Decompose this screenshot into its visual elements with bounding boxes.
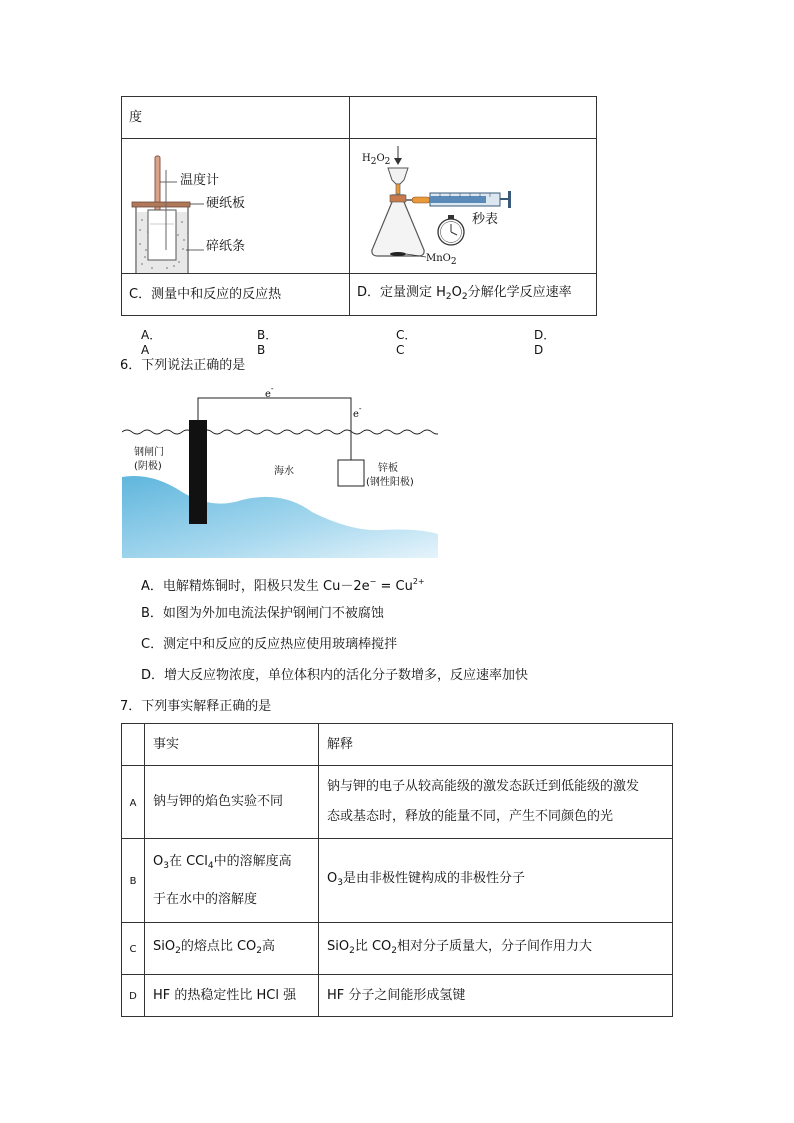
q7-b-fact-sub2: 4: [207, 860, 214, 871]
q5-option-d-text: [357, 285, 572, 300]
mno2-text: MnO: [426, 253, 451, 264]
q7-header-fact: [145, 724, 319, 766]
q7-row-a-fact: [145, 766, 319, 839]
q7-c-explain-sub2: 2: [391, 945, 398, 956]
q5-table: [121, 96, 597, 316]
q7-a-explain-1: 钠与钾的电子从较高能级的激发态跃迁到低能级的激发: [327, 779, 640, 794]
table-row: [122, 839, 673, 923]
q7-a-explain-2: 态或基态时，释放的能量不同，产生不同颜色的光: [327, 809, 614, 824]
q7-c-fact-mid: 的熔点比 CO: [180, 938, 257, 954]
q7-row-d-key: [122, 975, 145, 1017]
q5-row0-text: 度: [129, 109, 143, 125]
q7-a-fact: 钠与钾的焰色实验不同: [153, 794, 284, 809]
q7-c-explain-pre: SiO: [327, 938, 350, 954]
q7-b-explain-pre: O: [327, 870, 338, 886]
label-thermometer: 温度计: [180, 173, 220, 188]
connecting-wire: [198, 398, 351, 460]
h2o2-o: O: [376, 153, 385, 164]
e2: e: [353, 409, 359, 420]
steel-gate: [189, 420, 207, 524]
cardboard-lid: [132, 202, 190, 207]
q5-option-c[interactable]: C．C: [396, 328, 417, 357]
q5-option-a[interactable]: A．A: [141, 328, 162, 357]
conical-flask: [372, 195, 424, 256]
q7-b-explain-post: 是由非极性键构成的非极性分子: [342, 870, 525, 886]
gate-label-1: 钢闸门: [134, 447, 164, 458]
q7-row-b-fact: [145, 839, 319, 923]
q7-row-a-key: [122, 766, 145, 839]
electron-label-right: [353, 404, 362, 420]
gate-label: [134, 446, 164, 474]
zinc-plate: [338, 460, 364, 486]
h2o2-sub1: 2: [370, 157, 377, 167]
d-sub2: 2: [461, 291, 468, 302]
label-stopwatch: 秒表: [472, 212, 499, 227]
zinc-label: [366, 462, 414, 490]
q7-row-c-key: [122, 923, 145, 975]
q7-b-fact: [153, 845, 318, 917]
q7-table: [121, 723, 673, 1017]
table-row: [122, 923, 673, 975]
q7-c-explain-sub1: 2: [349, 945, 355, 956]
q7-c-fact-post: 高: [262, 938, 276, 954]
q7-d-explain: HF 分子之间能形成氢键: [327, 987, 466, 1003]
q7-row-c-explain: [319, 923, 673, 975]
mno2-powder: [390, 252, 406, 256]
mno2-sub: 2: [450, 257, 457, 267]
e1-sup: -: [270, 384, 274, 393]
q6-option-a[interactable]: [141, 572, 425, 597]
q5-cell-top-right: [350, 97, 597, 139]
q5-cell-h2o2-apparatus: [350, 139, 597, 274]
q7-c-key: C: [129, 944, 137, 955]
q7-b-fact-post: 中的溶解度高: [213, 853, 292, 869]
q6-option-b[interactable]: B．如图为外加电流法保护钢闸门不被腐蚀: [141, 606, 384, 621]
label-mno2: [426, 253, 457, 267]
water-surface: [122, 430, 438, 434]
table-row: [122, 975, 673, 1017]
q7-b-explain: [327, 871, 525, 886]
q7-c-fact-sub1: 2: [175, 945, 181, 956]
d-sub1: 2: [445, 291, 452, 302]
q7-header-explain: [319, 724, 673, 766]
q5-cell-d: [350, 274, 597, 316]
q5-option-b[interactable]: B．B: [257, 328, 278, 357]
q6-figure: [122, 382, 438, 558]
e1: e: [265, 389, 271, 400]
q7-row-b-key: [122, 839, 145, 923]
q7-b-fact-pre: O: [153, 853, 164, 869]
d-post: 分解化学反应速率: [467, 284, 572, 300]
q7-row-c-fact: [145, 923, 319, 975]
label-cardboard: 硬纸板: [206, 196, 246, 211]
label-shreds: 碎纸条: [206, 239, 246, 254]
zinc-label-2: (钢性阳极): [366, 477, 414, 488]
label-h2o2: [362, 153, 390, 167]
q7-header-explain-text: 解释: [327, 736, 354, 752]
q5-option-d[interactable]: D．D: [534, 328, 556, 357]
q7-header-key: [122, 724, 145, 766]
e2-sup: -: [358, 404, 362, 413]
q5-cell-c: [122, 274, 350, 316]
q7-b-fact-2: 于在水中的溶解度: [153, 891, 258, 907]
q6-a-mid: = Cu: [376, 579, 413, 594]
q6-option-c[interactable]: C．测定中和反应的反应热应使用玻璃棒搅拌: [141, 637, 398, 652]
q5-option-c-text: C．测量中和反应的反应热: [129, 286, 282, 302]
inner-beaker: [148, 210, 176, 260]
table-row: [122, 766, 673, 839]
q7-b-fact-sub1: 3: [163, 860, 169, 871]
h2o2-sub2: 2: [384, 157, 391, 167]
zinc-label-1: 锌板: [378, 463, 398, 474]
q7-c-fact: [153, 939, 275, 954]
q7-c-explain: [327, 939, 592, 954]
q6-a-pre: A．电解精炼铜时，阳极只发生 Cu－2e: [141, 579, 370, 594]
q7-b-fact-mid: 在 CCl: [168, 853, 208, 869]
q7-c-fact-pre: SiO: [153, 938, 176, 954]
q7-header-fact-text: 事实: [153, 736, 180, 752]
q6-option-d[interactable]: D．增大反应物浓度，单位体积内的活化分子数增多，反应速率加快: [141, 668, 529, 683]
q7-c-fact-sub2: 2: [256, 945, 263, 956]
electron-label-top: [265, 384, 274, 400]
sea-label: 海水: [274, 466, 294, 477]
separatory-funnel: [388, 168, 408, 184]
q7-b-key: B: [129, 876, 137, 887]
q7-d-fact: HF 的热稳定性比 HCl 强: [153, 987, 297, 1003]
q7-row-d-fact: [145, 975, 319, 1017]
d-mid: O: [451, 284, 462, 300]
d-pre: D．定量测定 H: [357, 284, 446, 300]
q7-stem: 7．下列事实解释正确的是: [120, 699, 272, 714]
q6-a-sup1: −: [369, 577, 377, 586]
q7-b-explain-sub: 3: [337, 877, 343, 888]
q7-c-explain-mid: 比 CO: [354, 938, 392, 954]
q7-c-explain-post: 相对分子质量大，分子间作用力大: [397, 938, 593, 954]
q7-a-key: A: [129, 797, 137, 809]
gate-label-2: (阴极): [134, 461, 162, 472]
q6-a-sup2: 2+: [412, 577, 425, 586]
stopwatch-icon: [438, 215, 464, 245]
q7-row-a-explain: [319, 766, 673, 839]
q7-row-d-explain: [319, 975, 673, 1017]
q6-stem: 6．下列说法正确的是: [120, 358, 246, 373]
q5-cell-calorimeter: [122, 139, 350, 274]
q7-row-b-explain: [319, 839, 673, 923]
q5-cell-top-left: [122, 97, 350, 139]
q7-a-explain: [327, 772, 672, 832]
q7-d-key: D: [129, 991, 137, 1002]
h2o2-h: H: [362, 153, 371, 164]
